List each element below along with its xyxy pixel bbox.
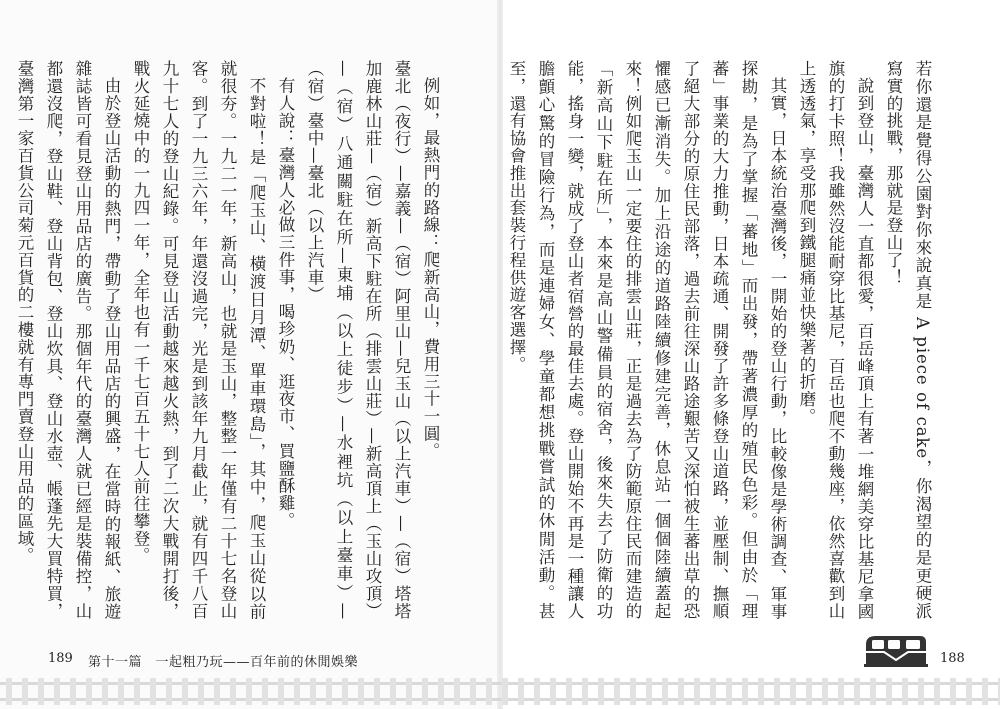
rail-tie [294,678,300,705]
rail-tie [278,678,284,705]
right-page-body [507,60,937,620]
rail-tie [966,678,972,705]
paragraph: 由於登山活動的熱門，帶動了登山用品店的興盛，在當時的報紙、旅遊雜誌皆可看見登山用品店的廣告。那個年代的臺灣人就已經是裝備控，山都還沒爬，登山鞋、登山背包、登山炊具、登山水壺、帳蓬先大買特買，臺灣第一家百貨公司菊元百貨的二樓就有專門賣登山用品的區域。 [15,60,121,620]
rail-tie [246,678,252,705]
rail-tie [38,678,44,705]
rail-tie [566,678,572,705]
rail-tie [630,678,636,705]
rail-tie [646,678,652,705]
paragraph: 有人說：臺灣人必做三件事，喝珍奶、逛夜市、買鹽酥雞。 [276,76,295,529]
rail-tie [742,678,748,705]
rail-tie [678,678,684,705]
rail-tie [774,678,780,705]
rail-tie [822,678,828,705]
rail-tie [806,678,812,705]
rail-tie [790,678,796,705]
page-number-left: 189 [48,651,73,666]
rail-tie [854,678,860,705]
rail-tie [902,678,908,705]
rail-tie [358,678,364,705]
rail-tie [950,678,956,705]
rail-tie [534,678,540,705]
rail-tie [54,678,60,705]
paragraph: 說到登山，臺灣人一直都很愛，百岳峰頂上有著一堆網美穿比基尼拿國旗的打卡照！我雖然沒能耐穿比基尼，百岳也爬不動幾座，依然喜歡到山上透透氣，享受那爬到鐵腿痛並快樂著的折磨。 [797,60,874,620]
rail-tie [518,678,524,705]
rail-tie [694,678,700,705]
running-title: 第十一篇 一起粗乃玩——百年前的休閒娛樂 [88,655,359,670]
rail-tie [502,678,508,705]
rail-tie [470,678,476,705]
rail-tie [598,678,604,705]
rail-tie [342,678,348,705]
rail-tie [934,678,940,705]
rail-tie [214,678,220,705]
rail-tie [982,678,988,705]
rail-tie [150,678,156,705]
rail-tie [6,678,12,705]
rail-tie [134,678,140,705]
paragraph: 例如，最熱門的路線：爬新高山，費用三十一圓。 [421,76,440,460]
rail-tie [918,678,924,705]
rail-tie [710,678,716,705]
rail-tie [438,678,444,705]
rail-tie [454,678,460,705]
rail-tie [614,678,620,705]
rail-tie [198,678,204,705]
paragraph: 其實，日本統治臺灣後，一開始的登山行動，比較像是學術調查、軍事探勘，是為了掌握「蕃地」而出發，帶著濃厚的殖民色彩。但由於「理蕃」事業的大力推動，日本疏通、開發了許多條登山道路，並壓制、撫順了絕大部分的原住民部落，過去前往深山路途艱苦又深怕被生蕃出草的恐懼感已漸消失。加上沿途的道路陸續修建完善，休息站一個個陸續蓋起來！例如爬玉山一定要住的排雲山莊，正是過去為了防範原住民而建造的「新高山下駐在所」，本來是高山警備員的宿舍，後來失去了防衛的功能，搖身一變，就成了登山者宿營的最佳去處。登山開始不再是一種讓人膽顫心驚的冒險行為，而是連婦女、學童都想挑戰嘗試的休閒活動。甚至，還有協會推出套裝行程供遊客選擇。 [507,60,787,620]
page-number-right: 188 [940,651,965,666]
rail-tie [406,678,412,705]
paragraph: 不對啦！是「爬玉山、橫渡日月潭、單車環島」，其中，爬玉山從以前就很夯。一九二一年，新高山，也就是玉山，整整一年僅有二十七名登山客。到了一九三六年，年還沒過完，光是到該年九月截止，就有四千八百九十七人的登山紀錄。可見登山活動越來越火熱，到了二次大戰開打後，戰火延燒中的一九四一年，全年也有一千七百五十七人前往攀登。 [131,60,266,620]
rail-tie [102,678,108,705]
railway-track-icon [0,674,1000,709]
rail-tie [486,678,492,705]
rail-tie [758,678,764,705]
rail-tie [326,678,332,705]
rail-tie [310,678,316,705]
rail-tie [86,678,92,705]
rail-tie [390,678,396,705]
rail-tie [550,678,556,705]
paragraph: 若你還是覺得公園對你來說真是 A piece of cake，你渴望的是更硬派寫實的挑戰，那就是登山了！ [884,60,932,620]
rail-tie [726,678,732,705]
rail-tie [838,678,844,705]
rail-tie [118,678,124,705]
rail-tie [374,678,380,705]
left-page-body [15,60,445,620]
train-icon [862,630,930,670]
rail-tie [182,678,188,705]
rail-tie [262,678,268,705]
rail-tie [70,678,76,705]
rail-tie [870,678,876,705]
rail-tie [22,678,28,705]
rail-tie [422,678,428,705]
rail-tie [662,678,668,705]
route-paragraph: 臺北（夜行）—嘉義—（宿）阿里山—兒玉山（以上汽車）—（宿）塔塔加鹿林山莊—（宿）新高下駐在所（排雲山莊）—新高頂上（玉山攻頂）—（宿）八通關駐在所—東埔（以上徒步）—水裡坑（以上臺車）—（宿）臺中—臺北（以上汽車） [305,60,411,620]
rail-tie [582,678,588,705]
rail-tie [166,678,172,705]
rail-tie [886,678,892,705]
rail-tie [230,678,236,705]
